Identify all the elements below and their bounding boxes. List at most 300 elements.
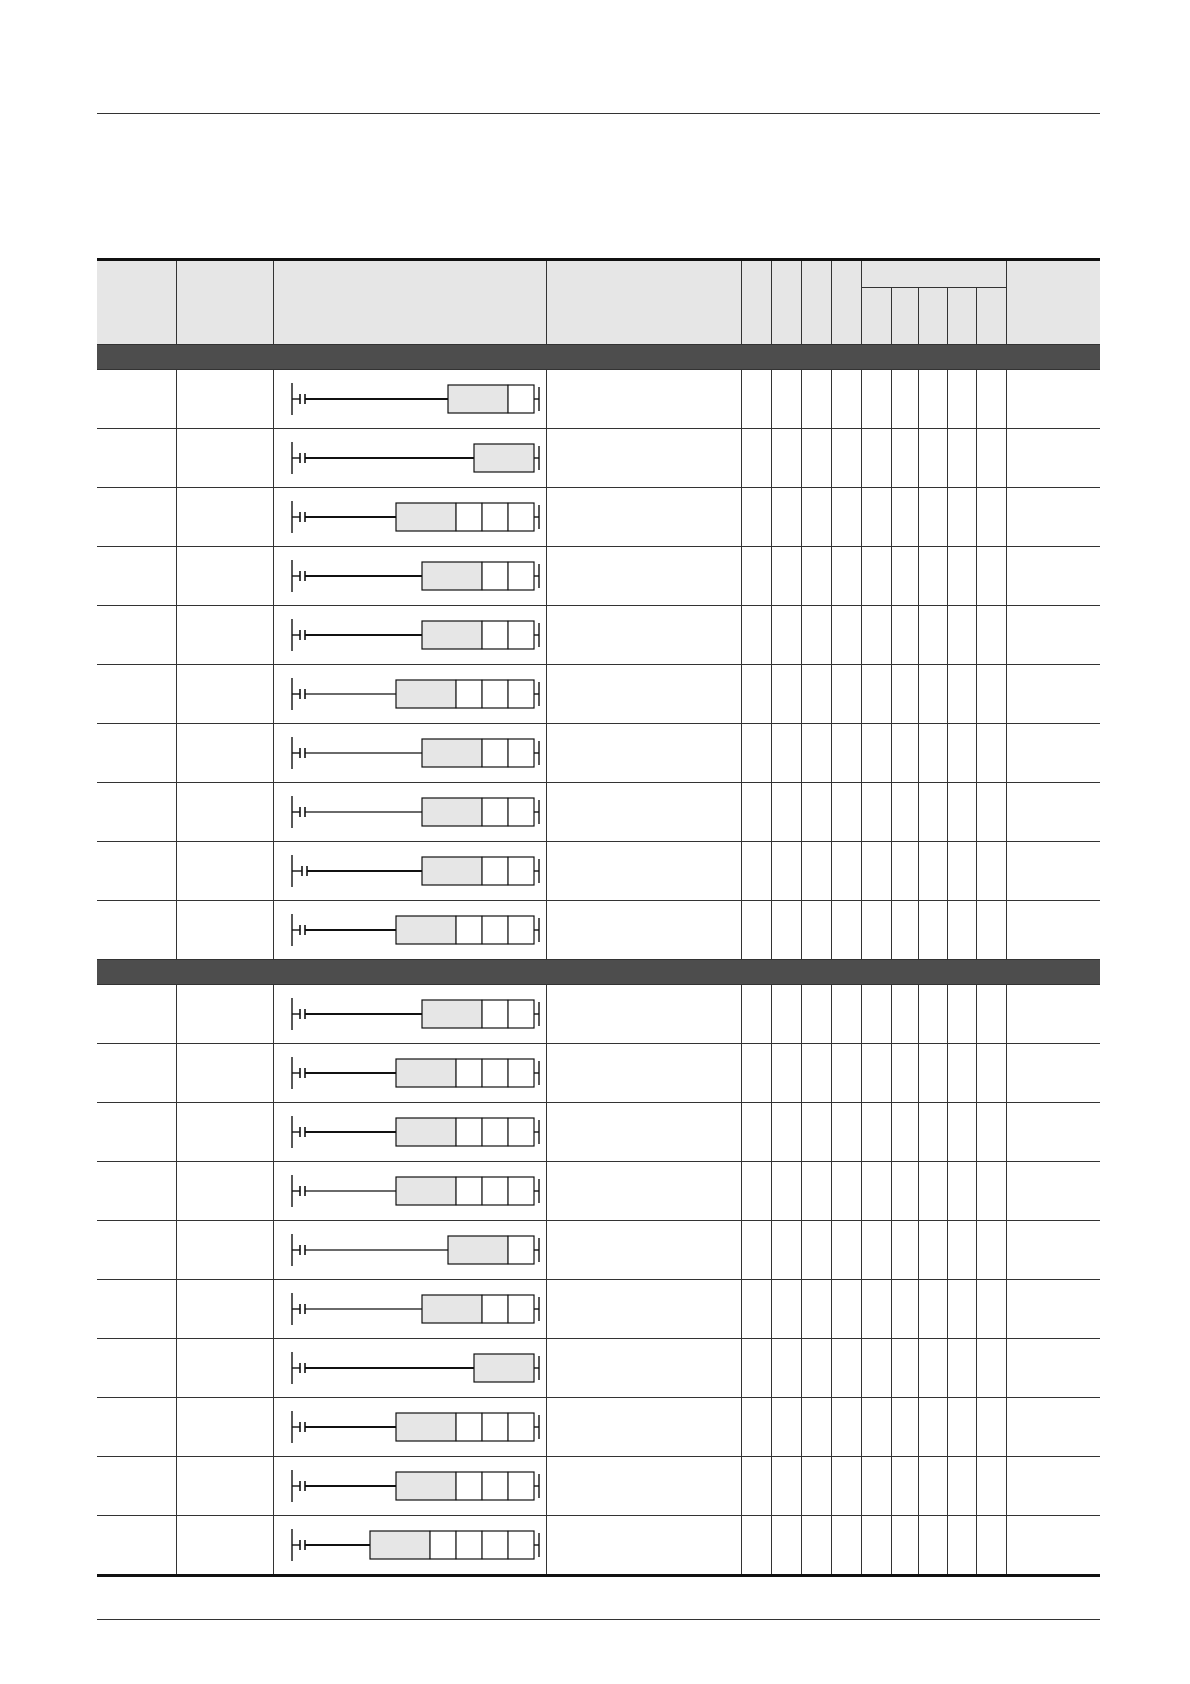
table-cell [947,1339,976,1398]
table-cell [831,370,861,429]
table-cell [891,370,918,429]
table-cell [891,985,918,1044]
table-cell [771,429,801,488]
table-cell [831,1221,861,1280]
instruction-box [422,1000,482,1028]
operand-box [508,1236,534,1264]
table-cell [1006,1221,1100,1280]
table-cell [976,429,1006,488]
table-row [97,901,1100,960]
table-cell [546,547,741,606]
table-cell [741,842,771,901]
table-cell [918,1162,947,1221]
table-cell [741,1280,771,1339]
col-subheader-5 [976,288,1006,345]
table-cell [97,1044,176,1103]
instruction-box [396,1472,456,1500]
table-cell [976,901,1006,960]
table-row [97,783,1100,842]
table-cell [831,606,861,665]
table-cell [801,488,831,547]
table-cell [1006,724,1100,783]
table-cell [918,370,947,429]
operand-box [508,1059,534,1087]
table-row [97,1044,1100,1103]
ladder-diagram-cell [273,842,546,901]
table-cell [771,842,801,901]
table-cell [97,1103,176,1162]
table-cell [947,842,976,901]
col-header-function [546,260,741,345]
table-cell [947,1280,976,1339]
table-cell [546,1221,741,1280]
table-cell [891,1339,918,1398]
table-cell [741,1516,771,1576]
table-cell [831,724,861,783]
ladder-diagram-cell [273,370,546,429]
table-cell [1006,1162,1100,1221]
table-cell [176,1044,273,1103]
table-cell [771,1516,801,1576]
instruction-box [422,1295,482,1323]
table-cell [546,606,741,665]
table-cell [976,1398,1006,1457]
operand-box [482,1059,508,1087]
table-cell [801,1044,831,1103]
table-cell [176,985,273,1044]
table-cell [1006,370,1100,429]
table-cell [97,724,176,783]
table-cell [918,842,947,901]
table-cell [176,606,273,665]
ladder-diagram-cell [273,1457,546,1516]
table-cell [1006,1044,1100,1103]
table-cell [976,1280,1006,1339]
table-cell [176,1516,273,1576]
table-cell [801,547,831,606]
table-cell [947,547,976,606]
ladder-rung-diagram [290,910,548,950]
instruction-box [396,680,456,708]
table-cell [976,985,1006,1044]
table-cell [741,665,771,724]
table-cell [861,547,891,606]
table-cell [546,985,741,1044]
instruction-list-table [97,258,1100,1577]
table-cell [97,665,176,724]
table-cell [947,429,976,488]
ladder-diagram-cell [273,1516,546,1576]
table-cell [976,488,1006,547]
table-cell [831,488,861,547]
table-cell [947,1162,976,1221]
table-cell [176,665,273,724]
instruction-table [97,258,1100,1577]
instruction-box [422,857,482,885]
table-cell [97,1280,176,1339]
table-cell [546,1103,741,1162]
operand-box [482,1531,508,1559]
instruction-box [396,1177,456,1205]
table-cell [947,1044,976,1103]
table-cell [741,1103,771,1162]
table-cell [976,1221,1006,1280]
operand-box [482,680,508,708]
ladder-rung-diagram [290,615,548,655]
table-row [97,1103,1100,1162]
col-subheader-3 [918,288,947,345]
table-cell [891,547,918,606]
operand-box [508,680,534,708]
table-cell [801,606,831,665]
table-cell [831,429,861,488]
table-row [97,1221,1100,1280]
ladder-diagram-cell [273,1280,546,1339]
table-cell [861,985,891,1044]
table-body [97,345,1100,1576]
table-cell [976,842,1006,901]
table-cell [861,665,891,724]
table-cell [1006,1457,1100,1516]
category-label [97,960,1100,985]
table-cell [976,724,1006,783]
table-cell [546,1044,741,1103]
table-cell [861,1457,891,1516]
table-cell [831,665,861,724]
table-cell [831,1457,861,1516]
instruction-box [474,1354,534,1382]
operand-box [456,916,482,944]
table-row [97,488,1100,547]
table-cell [176,370,273,429]
col-header-classification [97,260,176,345]
table-cell [741,1044,771,1103]
table-cell [861,901,891,960]
ladder-diagram-cell [273,606,546,665]
table-cell [771,1280,801,1339]
category-header-row [97,960,1100,985]
table-cell [976,1044,1006,1103]
ladder-diagram-cell [273,783,546,842]
table-header-row [97,260,1100,288]
table-cell [176,1339,273,1398]
table-cell [741,985,771,1044]
table-cell [771,488,801,547]
ladder-rung-diagram [290,379,548,419]
operand-box [508,1000,534,1028]
operand-box [456,1059,482,1087]
table-cell [891,1044,918,1103]
table-cell [546,665,741,724]
table-cell [891,842,918,901]
table-cell [97,1162,176,1221]
table-cell [546,783,741,842]
table-row [97,985,1100,1044]
table-cell [947,783,976,842]
table-cell [176,488,273,547]
table-cell [546,370,741,429]
table-cell [771,665,801,724]
operand-box [508,798,534,826]
instruction-box [474,444,534,472]
table-cell [546,1280,741,1339]
table-cell [801,1221,831,1280]
table-row [97,1398,1100,1457]
table-cell [741,547,771,606]
table-cell [176,1280,273,1339]
table-cell [947,488,976,547]
table-cell [947,1398,976,1457]
ladder-rung-diagram [290,851,548,891]
operand-box [508,1472,534,1500]
table-cell [771,1162,801,1221]
operand-box [508,562,534,590]
table-cell [947,1221,976,1280]
table-cell [831,901,861,960]
table-cell [861,370,891,429]
table-row [97,1162,1100,1221]
table-cell [546,429,741,488]
operand-box [508,739,534,767]
table-cell [176,1398,273,1457]
ladder-diagram-cell [273,1044,546,1103]
table-cell [801,1339,831,1398]
category-header-row [97,345,1100,370]
table-cell [546,724,741,783]
table-cell [861,1280,891,1339]
table-row [97,1457,1100,1516]
col-subheader-4 [947,288,976,345]
ladder-diagram-cell [273,429,546,488]
instruction-box [396,503,456,531]
operand-box [482,916,508,944]
table-cell [771,783,801,842]
table-cell [741,901,771,960]
table-cell [97,1516,176,1576]
table-cell [1006,783,1100,842]
operand-box [482,1295,508,1323]
table-row [97,606,1100,665]
table-row [97,1339,1100,1398]
table-row [97,665,1100,724]
table-cell [176,724,273,783]
table-cell [801,1103,831,1162]
table-cell [947,901,976,960]
table-cell [831,1103,861,1162]
ladder-rung-diagram [290,1525,548,1565]
table-cell [741,724,771,783]
table-cell [771,985,801,1044]
table-cell [976,783,1006,842]
table-cell [831,1398,861,1457]
instruction-box [448,1236,508,1264]
table-cell [976,665,1006,724]
operand-box [482,1118,508,1146]
ladder-diagram-cell [273,901,546,960]
table-cell [741,606,771,665]
table-cell [741,1398,771,1457]
operand-box [508,1295,534,1323]
table-cell [831,1280,861,1339]
table-row [97,547,1100,606]
table-cell [861,783,891,842]
table-cell [176,783,273,842]
table-cell [176,1103,273,1162]
table-cell [801,1398,831,1457]
instruction-box [448,385,508,413]
ladder-diagram-cell [273,724,546,783]
ladder-rung-diagram [290,556,548,596]
table-cell [97,606,176,665]
ladder-diagram-cell [273,1162,546,1221]
table-cell [1006,842,1100,901]
instruction-box [396,1059,456,1087]
footer-rule [97,1619,1100,1620]
table-cell [801,724,831,783]
table-cell [546,1457,741,1516]
table-cell [546,1398,741,1457]
operand-box [482,739,508,767]
table-cell [801,783,831,842]
table-cell [947,1103,976,1162]
table-cell [947,606,976,665]
table-cell [1006,488,1100,547]
col-header-model-2 [771,260,801,345]
table-cell [861,724,891,783]
table-cell [1006,1339,1100,1398]
operand-box [456,1177,482,1205]
table-cell [801,1280,831,1339]
table-cell [831,1162,861,1221]
table-cell [861,1398,891,1457]
operand-box [508,916,534,944]
table-cell [918,1339,947,1398]
instruction-box [422,562,482,590]
table-cell [918,1516,947,1576]
table-cell [771,1221,801,1280]
table-cell [176,901,273,960]
table-cell [891,783,918,842]
table-cell [918,783,947,842]
table-cell [97,488,176,547]
table-cell [976,1162,1006,1221]
table-cell [976,1457,1006,1516]
operand-box [482,503,508,531]
table-cell [176,1221,273,1280]
operand-box [482,562,508,590]
table-cell [97,1339,176,1398]
table-cell [741,370,771,429]
ladder-diagram-cell [273,1103,546,1162]
ladder-rung-diagram [290,438,548,478]
table-cell [741,1162,771,1221]
table-cell [861,606,891,665]
table-cell [976,1103,1006,1162]
table-cell [771,606,801,665]
table-cell [1006,901,1100,960]
ladder-diagram-cell [273,985,546,1044]
ladder-rung-diagram [290,1230,548,1270]
operand-box [508,1531,534,1559]
table-cell [891,1457,918,1516]
table-cell [546,842,741,901]
table-cell [976,370,1006,429]
ladder-rung-diagram [290,994,548,1034]
operand-box [508,385,534,413]
table-cell [1006,547,1100,606]
instruction-box [370,1531,430,1559]
table-cell [1006,429,1100,488]
instruction-box [396,1118,456,1146]
table-cell [947,1457,976,1516]
table-cell [176,547,273,606]
table-cell [918,901,947,960]
operand-box [456,1472,482,1500]
table-cell [1006,1516,1100,1576]
ladder-rung-diagram [290,1466,548,1506]
table-cell [801,370,831,429]
table-cell [947,665,976,724]
table-cell [891,488,918,547]
col-header-mnemonic [176,260,273,345]
table-cell [801,429,831,488]
col-header-model-1 [741,260,771,345]
table-cell [546,901,741,960]
table-cell [918,606,947,665]
table-cell [97,429,176,488]
table-cell [947,724,976,783]
table-cell [918,1280,947,1339]
table-cell [831,985,861,1044]
table-cell [918,665,947,724]
ladder-rung-diagram [290,497,548,537]
table-cell [771,901,801,960]
table-cell [891,1162,918,1221]
table-cell [741,1339,771,1398]
table-cell [1006,1103,1100,1162]
table-cell [831,1516,861,1576]
col-header-model-group [861,260,1006,288]
operand-box [508,857,534,885]
table-row [97,724,1100,783]
operand-box [430,1531,456,1559]
table-cell [1006,665,1100,724]
table-cell [861,1516,891,1576]
operand-box [482,621,508,649]
table-cell [176,429,273,488]
instruction-box [396,916,456,944]
instruction-box [422,621,482,649]
table-cell [891,1516,918,1576]
table-cell [891,724,918,783]
ladder-rung-diagram [290,1407,548,1447]
ladder-diagram-cell [273,1339,546,1398]
table-cell [861,1044,891,1103]
table-cell [741,783,771,842]
table-row [97,1280,1100,1339]
ladder-rung-diagram [290,1171,548,1211]
operand-box [508,1413,534,1441]
table-cell [771,370,801,429]
table-cell [741,1221,771,1280]
table-cell [918,1221,947,1280]
category-label [97,345,1100,370]
table-cell [1006,1398,1100,1457]
table-cell [771,547,801,606]
table-cell [801,1457,831,1516]
table-cell [976,547,1006,606]
ladder-diagram-cell [273,1398,546,1457]
